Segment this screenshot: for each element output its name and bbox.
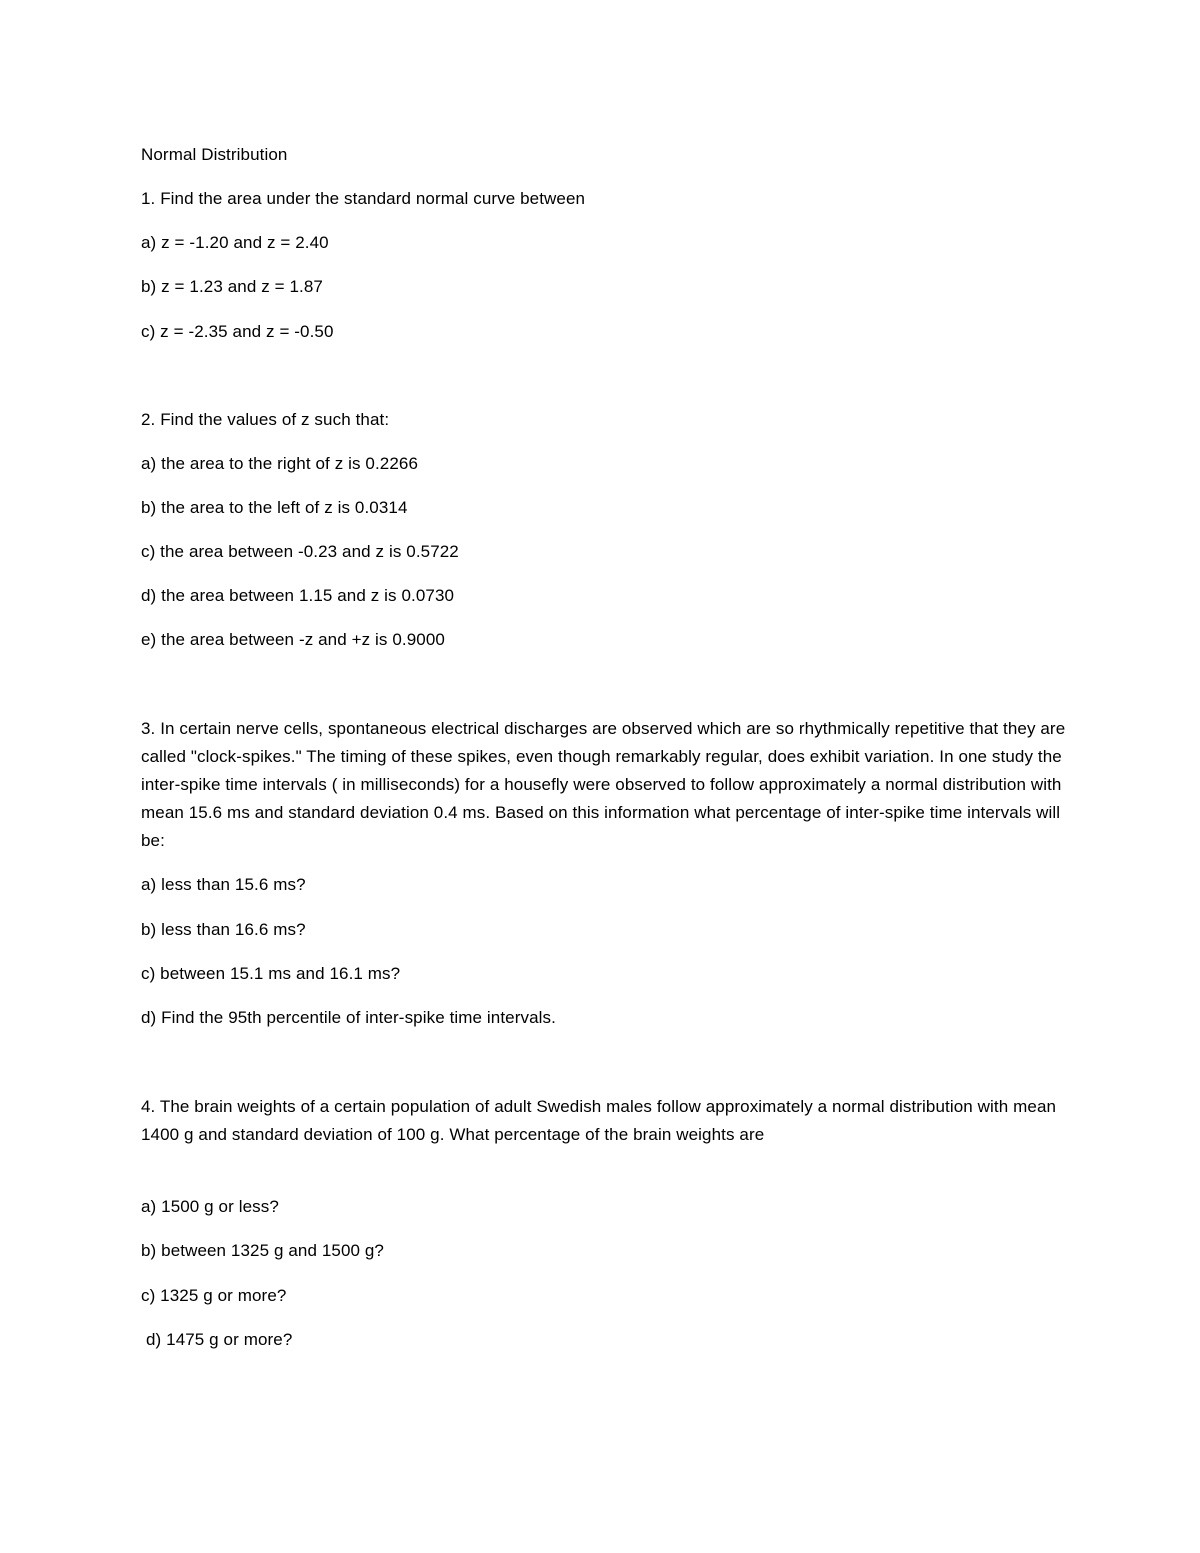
q4-item-d: d) 1475 g or more? xyxy=(146,1330,293,1349)
q2-prompt: 2. Find the values of z such that: xyxy=(141,410,390,429)
q4-item-b: b) between 1325 g and 1500 g? xyxy=(141,1241,384,1260)
q2-item-c: c) the area between -0.23 and z is 0.5722 xyxy=(141,542,459,561)
q1-item-b: b) z = 1.23 and z = 1.87 xyxy=(141,277,323,296)
q3-item-c: c) between 15.1 ms and 16.1 ms? xyxy=(141,964,401,983)
q3-item-b: b) less than 16.6 ms? xyxy=(141,920,306,939)
q2-item-e: e) the area between -z and +z is 0.9000 xyxy=(141,630,445,649)
q2-item-d: d) the area between 1.15 and z is 0.0730 xyxy=(141,586,455,605)
q4-item-a: a) 1500 g or less? xyxy=(141,1197,279,1216)
q2-item-b: b) the area to the left of z is 0.0314 xyxy=(141,498,408,517)
q4-prompt: 4. The brain weights of a certain population of adult Swedish males follow approximately a normal distribution with mean 1400 g and standard deviation of 100 g. What percentage of the brain weights are xyxy=(141,1097,1057,1144)
q3-prompt: 3. In certain nerve cells, spontaneous electrical discharges are observed which are so rhythmically repetitive that they are called "clock-spikes." The timing of these spikes, even though remarkably regular, does exhibit variation. In one study the inter-spike time intervals ( in milliseconds) for a housefly were observed to follow approximately a normal distribution with mean 15.6 ms and standard deviation 0.4 ms. Based on this information what percentage of inter-spike time intervals will be: xyxy=(141,719,1066,850)
document-title: Normal Distribution xyxy=(141,145,288,164)
q3-item-a: a) less than 15.6 ms? xyxy=(141,875,306,894)
q4-item-c: c) 1325 g or more? xyxy=(141,1286,287,1305)
q1-item-c: c) z = -2.35 and z = -0.50 xyxy=(141,322,334,341)
q1-prompt: 1. Find the area under the standard normal curve between xyxy=(141,189,586,208)
q1-item-a: a) z = -1.20 and z = 2.40 xyxy=(141,233,329,252)
q2-item-a: a) the area to the right of z is 0.2266 xyxy=(141,454,419,473)
q3-item-d: d) Find the 95th percentile of inter-spike time intervals. xyxy=(141,1008,556,1027)
